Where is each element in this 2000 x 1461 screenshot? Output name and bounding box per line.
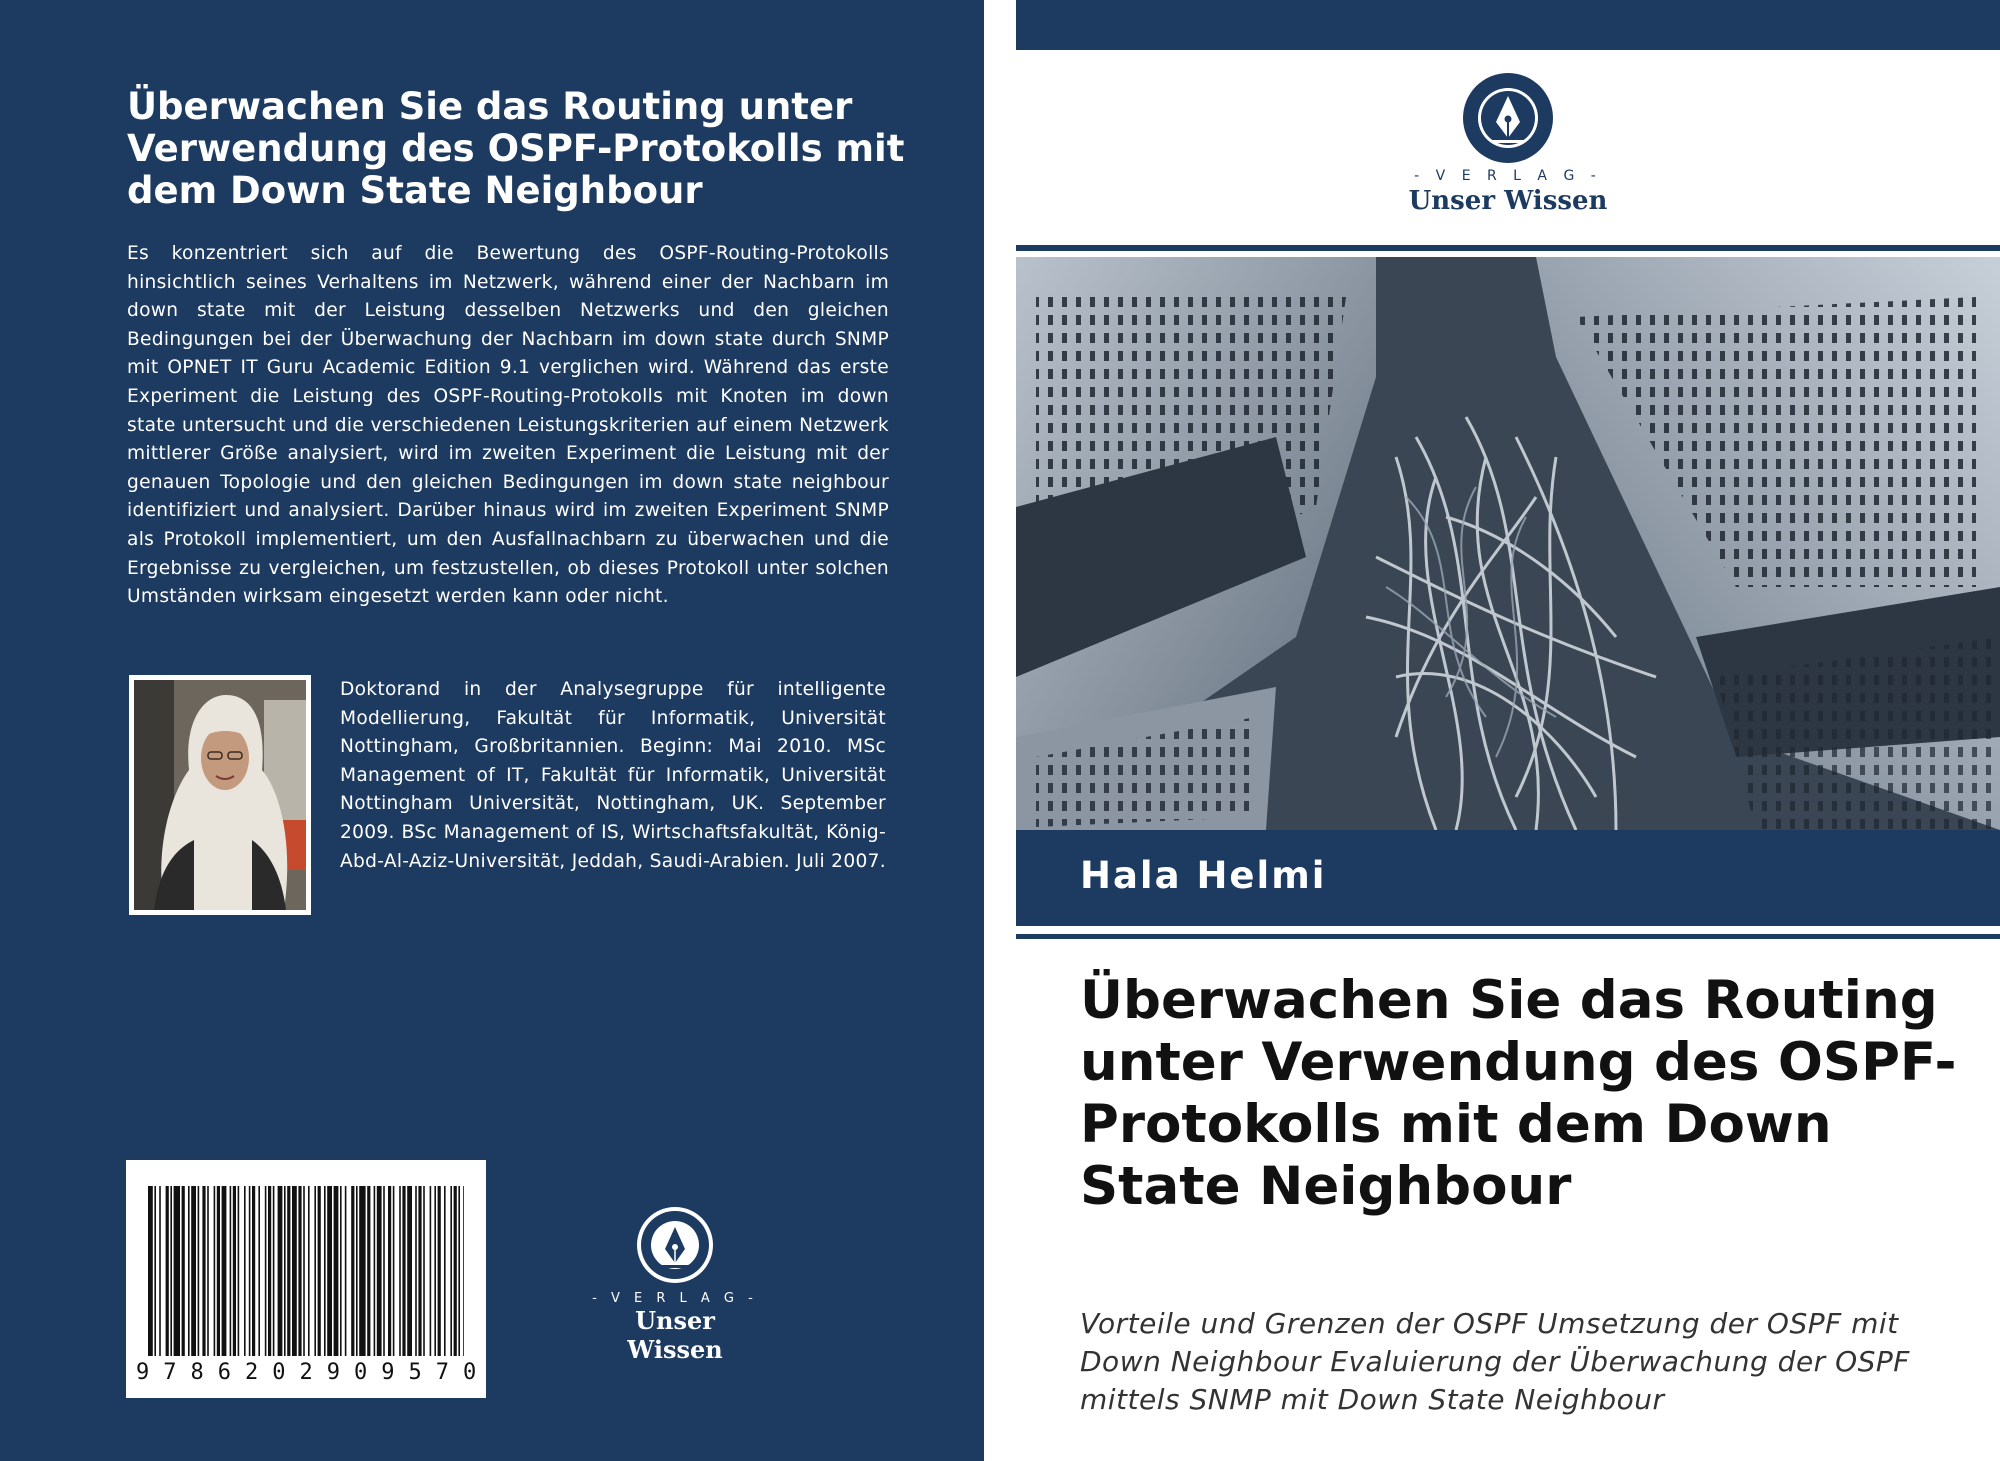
fountain-pen-nib-icon xyxy=(635,1205,715,1285)
barcode-bar xyxy=(430,1186,432,1356)
isbn-number: 9786202909570 xyxy=(136,1360,491,1385)
barcode-bar xyxy=(273,1186,275,1356)
barcode-bar xyxy=(238,1186,240,1356)
barcode-bar xyxy=(444,1186,446,1356)
barcode-bar xyxy=(359,1186,365,1356)
barcode-bar xyxy=(298,1186,301,1356)
barcode-bar xyxy=(415,1186,417,1356)
barcode-bar xyxy=(334,1186,339,1356)
front-cover-subtitle: Vorteile und Grenzen der OSPF Umsetzung der OSPF mit Down Neighbour Evaluierung der Überwachung der OSPF mittels SNMP mit Down State Neighbour xyxy=(1080,1307,1910,1416)
back-publisher-logo xyxy=(585,1205,765,1364)
barcode-bar xyxy=(244,1186,246,1356)
barcode-bar xyxy=(345,1186,347,1356)
barcode-bar xyxy=(249,1186,251,1356)
barcode-bar xyxy=(265,1186,267,1356)
author-photo xyxy=(129,675,311,915)
barcode-bar xyxy=(182,1186,185,1356)
barcode-bar xyxy=(356,1186,358,1356)
barcode-bar xyxy=(230,1186,232,1356)
front-cover xyxy=(1016,0,2000,1461)
barcode-bar xyxy=(454,1186,457,1356)
barcode-bar xyxy=(222,1186,227,1356)
barcode-bar xyxy=(308,1186,310,1356)
barcode-bar xyxy=(217,1186,220,1356)
barcode-bar xyxy=(327,1186,332,1356)
barcode-bar xyxy=(287,1186,290,1356)
barcode-bar xyxy=(438,1186,441,1356)
barcode-bar xyxy=(314,1186,316,1356)
barcode-bar xyxy=(198,1186,200,1356)
barcode-bar xyxy=(202,1186,205,1356)
barcode-bar xyxy=(303,1186,305,1356)
barcode-bar xyxy=(450,1186,452,1356)
barcode-bar xyxy=(377,1186,382,1356)
barcode-bar xyxy=(374,1186,376,1356)
book-description: Es konzentriert sich auf die Bewertung des OSPF-Routing-Protokolls hinsichtlich seines Verhaltens im Netzwerk, während einer der Nachbarn im down state mit der Leistung desselben Netzwerks und den gleichen Bedingungen bei der Überwachung der Nachbarn im down state durch SNMP mit OPNET IT Guru Academic Edition 9.1 verglichen wird. Während das erste Experiment die Leistung des OSPF-Routing-Protokolls mit Knoten im down state untersucht und die verschiedenen Leistungskriterien auf einem Netzwerk mittlerer Größe analysiert, wird im zweiten Experiment die Leistung mit der genauen Topologie und den gleichen Bedingungen im down state neighbour identifiziert und analysiert. Darüber hinaus wird im zweiten Experiment SNMP als Protokoll implementiert, um den Ausfallnachbarn zu überwachen und die Ergebnisse zu vergleichen, um festzustellen, ob dieses Protokoll unter solchen Umständen wirksam eingesetzt werden kann oder nicht. xyxy=(127,243,889,608)
barcode-bar xyxy=(418,1186,421,1356)
barcode-bar xyxy=(463,1186,464,1356)
barcode-bar xyxy=(399,1186,401,1356)
barcode-bar xyxy=(268,1186,271,1356)
hero-top-line xyxy=(1016,245,2000,251)
barcode-bar xyxy=(423,1186,425,1356)
barcode-bar xyxy=(207,1186,209,1356)
barcode-bar xyxy=(214,1186,216,1356)
author-bio: Doktorand in der Analysegruppe für intelligente Modellierung, Fakultät für Informatik, Universität Nottingham, Großbritannien. Beginn: Mai 2010. MSc Management of IT, Fakultät für Informatik, Universität Nottingham Universität, Nottingham, UK. September 2009. BSc Management of IS, Wirtschaftsfakultät, König-Abd-Al-Aziz-Universität, Jeddah, Saudi-Arabien. Juli 2007. xyxy=(340,679,886,872)
barcode-bar xyxy=(159,1186,161,1356)
barcode-bar xyxy=(340,1186,342,1356)
barcode-bar xyxy=(351,1186,354,1356)
back-logo-brand: Unser Wissen xyxy=(627,1306,723,1364)
barcode-bar xyxy=(434,1186,436,1356)
barcode-bar xyxy=(458,1186,460,1356)
author-bar xyxy=(1016,830,2000,926)
front-logo-brand: Unser Wissen xyxy=(1408,186,1608,216)
barcode-bar xyxy=(367,1186,370,1356)
barcode-bar xyxy=(292,1186,297,1356)
barcode-bar xyxy=(233,1186,236,1356)
barcode-bar xyxy=(278,1186,283,1356)
author-name: Hala Helmi xyxy=(1080,854,1327,897)
front-publisher-logo xyxy=(1368,72,1648,216)
barcode-bar xyxy=(393,1186,395,1356)
cover-image-network-cables xyxy=(1016,257,2000,830)
barcode-bar xyxy=(402,1186,405,1356)
fountain-pen-nib-icon xyxy=(1462,72,1554,164)
barcode-bar xyxy=(174,1186,180,1356)
barcode-bar xyxy=(258,1186,260,1356)
front-logo-verlag: - V E R L A G - xyxy=(1414,168,1602,184)
barcode-bar xyxy=(170,1186,172,1356)
barcode-bar xyxy=(148,1186,153,1356)
top-color-bar xyxy=(1016,0,2000,50)
spine-gap xyxy=(984,0,1016,1461)
barcode-bar xyxy=(383,1186,385,1356)
barcode-bar xyxy=(252,1186,255,1356)
barcode-bar xyxy=(154,1186,156,1356)
barcode-bar xyxy=(191,1186,196,1356)
back-cover xyxy=(0,0,984,1461)
barcode-bar xyxy=(324,1186,326,1356)
barcode-bar xyxy=(166,1186,169,1356)
divider-line xyxy=(1016,934,2000,939)
barcode-bar xyxy=(188,1186,190,1356)
front-cover-title: Überwachen Sie das Routing unter Verwendung des OSPF-Protokolls mit dem Down State Neighbour xyxy=(1080,970,1957,1217)
back-cover-title: Überwachen Sie das Routing unter Verwendung des OSPF-Protokolls mit dem Down State Neighbour xyxy=(127,85,905,212)
barcode-bar xyxy=(407,1186,412,1356)
barcode-bar xyxy=(388,1186,391,1356)
barcode-bar xyxy=(284,1186,286,1356)
isbn-barcode xyxy=(126,1160,491,1398)
barcode-bar xyxy=(318,1186,321,1356)
back-logo-verlag: - V E R L A G - xyxy=(592,1291,758,1306)
